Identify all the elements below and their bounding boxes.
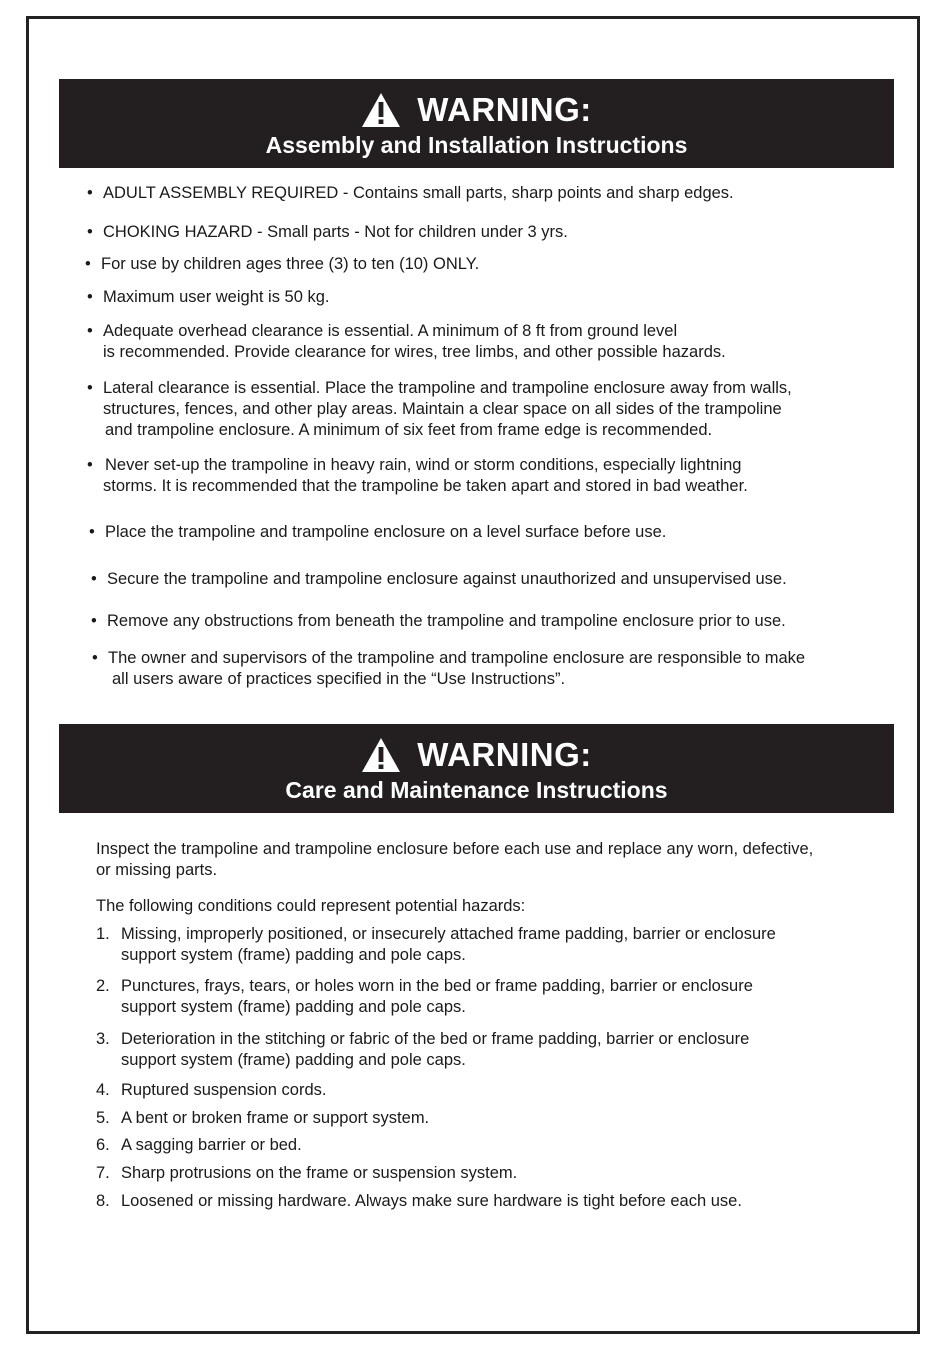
item-body	[121, 1135, 302, 1156]
bullet-text: storms. It is recommended that the trampoline be taken apart and stored in bad weather.	[103, 477, 748, 495]
item-text: support system (frame) padding and pole caps.	[121, 946, 466, 964]
item-text: Deterioration in the stitching or fabric of the bed or frame padding, barrier or enclosure	[121, 1030, 750, 1048]
item-text: Sharp protrusions on the frame or suspension system.	[121, 1164, 518, 1182]
bullet-text: Never set-up the trampoline in heavy rain, wind or storm conditions, especially lightning	[105, 456, 742, 474]
bullet-dot: •	[87, 223, 93, 241]
bullet-text: CHOKING HAZARD - Small parts - Not for children under 3 yrs.	[103, 223, 568, 241]
item-text: Missing, improperly positioned, or insecurely attached frame padding, barrier or enclosure	[121, 925, 776, 943]
item-number: 6.	[96, 1136, 110, 1154]
care-intro	[96, 839, 813, 881]
item-body	[121, 924, 776, 966]
bullet-text: Lateral clearance is essential. Place the trampoline and trampoline enclosure away from walls,	[103, 379, 792, 397]
bullet-text: Place the trampoline and trampoline enclosure on a level surface before use.	[105, 523, 667, 541]
warning-triangle-icon	[361, 92, 401, 128]
item-number: 2.	[96, 977, 110, 995]
item-body	[121, 1029, 749, 1071]
bullet-text: all users aware of practices specified in the “Use Instructions”.	[112, 670, 566, 688]
item-text: support system (frame) padding and pole caps.	[121, 1051, 466, 1069]
bullet-dot: •	[87, 288, 93, 306]
item-number: 4.	[96, 1081, 110, 1099]
bullet-item	[89, 522, 667, 543]
item-number: 1.	[96, 925, 110, 943]
bullet-text: ADULT ASSEMBLY REQUIRED - Contains small parts, sharp points and sharp edges.	[103, 184, 734, 202]
bullet-item	[91, 569, 787, 590]
item-number: 7.	[96, 1164, 110, 1182]
bullet-item	[87, 455, 748, 497]
bullet-dot: •	[89, 523, 95, 541]
bullet-item	[87, 321, 726, 363]
warning-banner-care	[59, 724, 894, 813]
bullet-text: For use by children ages three (3) to ten (10) ONLY.	[101, 255, 480, 273]
bullet-text: structures, fences, and other play areas. Maintain a clear space on all sides of the trampoline	[103, 400, 782, 418]
bullet-item	[87, 222, 568, 243]
bullet-text: Remove any obstructions from beneath the trampoline and trampoline enclosure prior to use.	[107, 612, 786, 630]
bullet-dot: •	[91, 570, 97, 588]
item-body	[121, 1108, 429, 1129]
bullet-text: Secure the trampoline and trampoline enclosure against unauthorized and unsupervised use.	[107, 570, 787, 588]
bullet-dot: •	[87, 322, 93, 340]
item-text: Ruptured suspension cords.	[121, 1081, 327, 1099]
conditions-heading: The following conditions could represent potential hazards:	[96, 897, 526, 915]
warning-banner-assembly	[59, 79, 894, 168]
bullet-item	[87, 378, 792, 441]
banner-title: WARNING:	[417, 736, 592, 773]
bullet-item	[87, 183, 734, 204]
item-body	[121, 1080, 326, 1101]
item-text: Punctures, frays, tears, or holes worn in the bed or frame padding, barrier or enclosure	[121, 977, 753, 995]
banner-subtitle: Care and Maintenance Instructions	[285, 777, 668, 803]
bullet-text: The owner and supervisors of the trampoline and trampoline enclosure are responsible to make	[108, 649, 806, 667]
bullet-dot: •	[87, 379, 93, 397]
item-number: 5.	[96, 1109, 110, 1127]
bullet-text: Maximum user weight is 50 kg.	[103, 288, 330, 306]
item-body	[121, 1191, 742, 1212]
banner-title: WARNING:	[417, 91, 592, 128]
item-body	[121, 1163, 517, 1184]
bullet-text: is recommended. Provide clearance for wires, tree limbs, and other possible hazards.	[103, 343, 726, 361]
bullet-dot: •	[87, 456, 93, 474]
bullet-item	[85, 254, 480, 275]
bullet-dot: •	[87, 184, 93, 202]
care-intro-line: or missing parts.	[96, 861, 218, 879]
bullet-item	[92, 648, 806, 690]
bullet-text: Adequate overhead clearance is essential. A minimum of 8 ft from ground level	[103, 322, 678, 340]
warning-triangle-icon	[361, 737, 401, 773]
banner-title-row	[59, 734, 894, 776]
bullet-item	[87, 287, 330, 308]
banner-subtitle: Assembly and Installation Instructions	[265, 132, 688, 158]
banner-title-row	[59, 89, 894, 131]
item-text: support system (frame) padding and pole caps.	[121, 998, 466, 1016]
item-text: Loosened or missing hardware. Always make sure hardware is tight before each use.	[121, 1192, 742, 1210]
item-text: A bent or broken frame or support system.	[121, 1109, 430, 1127]
item-text: A sagging barrier or bed.	[121, 1136, 302, 1154]
bullet-dot: •	[92, 649, 98, 667]
item-body	[121, 976, 753, 1018]
bullet-item	[91, 611, 786, 632]
care-intro-line: Inspect the trampoline and trampoline enclosure before each use and replace any worn, defective,	[96, 840, 814, 858]
item-number: 8.	[96, 1192, 110, 1210]
bullet-text: and trampoline enclosure. A minimum of six feet from frame edge is recommended.	[105, 421, 713, 439]
item-number: 3.	[96, 1030, 110, 1048]
bullet-dot: •	[85, 255, 91, 273]
bullet-dot: •	[91, 612, 97, 630]
